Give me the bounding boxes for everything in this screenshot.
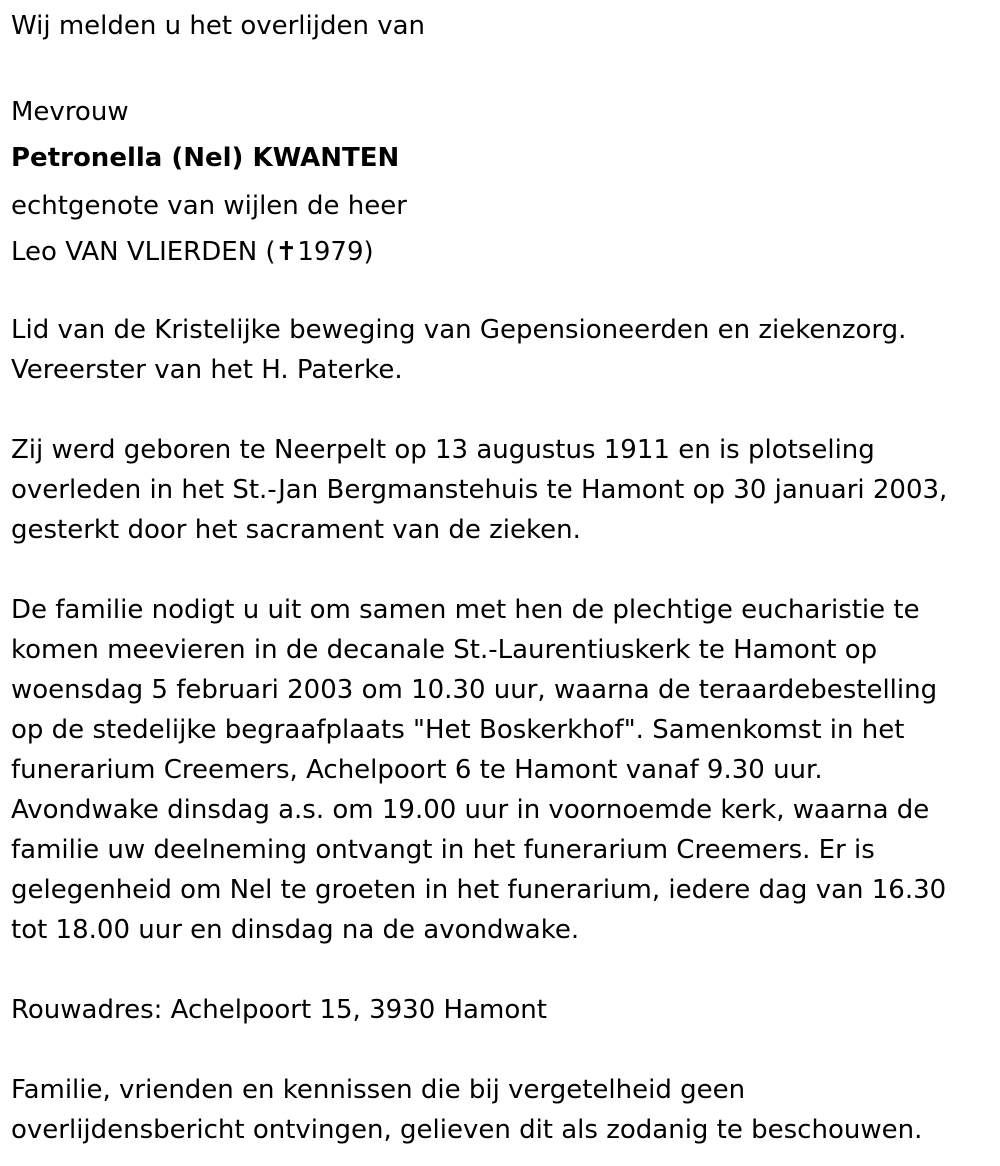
ceremony-line: woensdag 5 februari 2003 om 10.30 uur, waarna de teraardebestelling — [11, 675, 938, 705]
birth-death-line: overleden in het St.-Jan Bergmanstehuis te Hamont op 30 januari 2003, — [11, 475, 948, 505]
closing-line: Familie, vrienden en kennissen die bij vergetelheid geen — [11, 1075, 746, 1105]
ceremony-line: familie uw deelneming ontvangt in het funerarium Creemers. Er is — [11, 835, 875, 865]
intro-text: Wij melden u het overlijden van — [11, 11, 426, 41]
deceased-name: Petronella (Nel) KWANTEN — [11, 143, 400, 173]
birth-death-line: Zij werd geboren te Neerpelt op 13 augustus 1911 en is plotseling — [11, 435, 875, 465]
spacer — [11, 1030, 996, 1070]
closing-line: overlijdensbericht ontvingen, gelieven dit als zodanig te beschouwen. — [11, 1115, 923, 1145]
ceremony-line: De familie nodigt u uit om samen met hen de plechtige eucharistie te — [11, 595, 920, 625]
birth-death-line: gesterkt door het sacrament van de zieken. — [11, 515, 581, 545]
spacer — [11, 950, 996, 990]
membership-line: Vereerster van het H. Paterke. — [11, 355, 403, 385]
ceremony-line: tot 18.00 uur en dinsdag na de avondwake. — [11, 915, 580, 945]
spacer — [11, 270, 996, 310]
ceremony-line: komen meevieren in de decanale St.-Laurentiuskerk te Hamont op — [11, 635, 878, 665]
ceremony-line: funerarium Creemers, Achelpoort 6 te Hamont vanaf 9.30 uur. — [11, 755, 823, 785]
spacer — [11, 46, 996, 86]
obituary-notice — [11, 6, 996, 1150]
ceremony-line: gelegenheid om Nel te groeten in het funerarium, iedere dag van 16.30 — [11, 875, 947, 905]
spacer — [11, 550, 996, 590]
honorific: Mevrouw — [11, 97, 129, 127]
mourning-address: Rouwadres: Achelpoort 15, 3930 Hamont — [11, 995, 547, 1025]
spouse-line: echtgenote van wijlen de heer — [11, 191, 407, 221]
spouse-name: Leo VAN VLIERDEN (✝1979) — [11, 237, 374, 267]
ceremony-line: Avondwake dinsdag a.s. om 19.00 uur in voornoemde kerk, waarna de — [11, 795, 930, 825]
ceremony-line: op de stedelijke begraafplaats "Het Boskerkhof". Samenkomst in het — [11, 715, 905, 745]
membership-line: Lid van de Kristelijke beweging van Gepensioneerden en ziekenzorg. — [11, 315, 907, 345]
spacer — [11, 390, 996, 430]
